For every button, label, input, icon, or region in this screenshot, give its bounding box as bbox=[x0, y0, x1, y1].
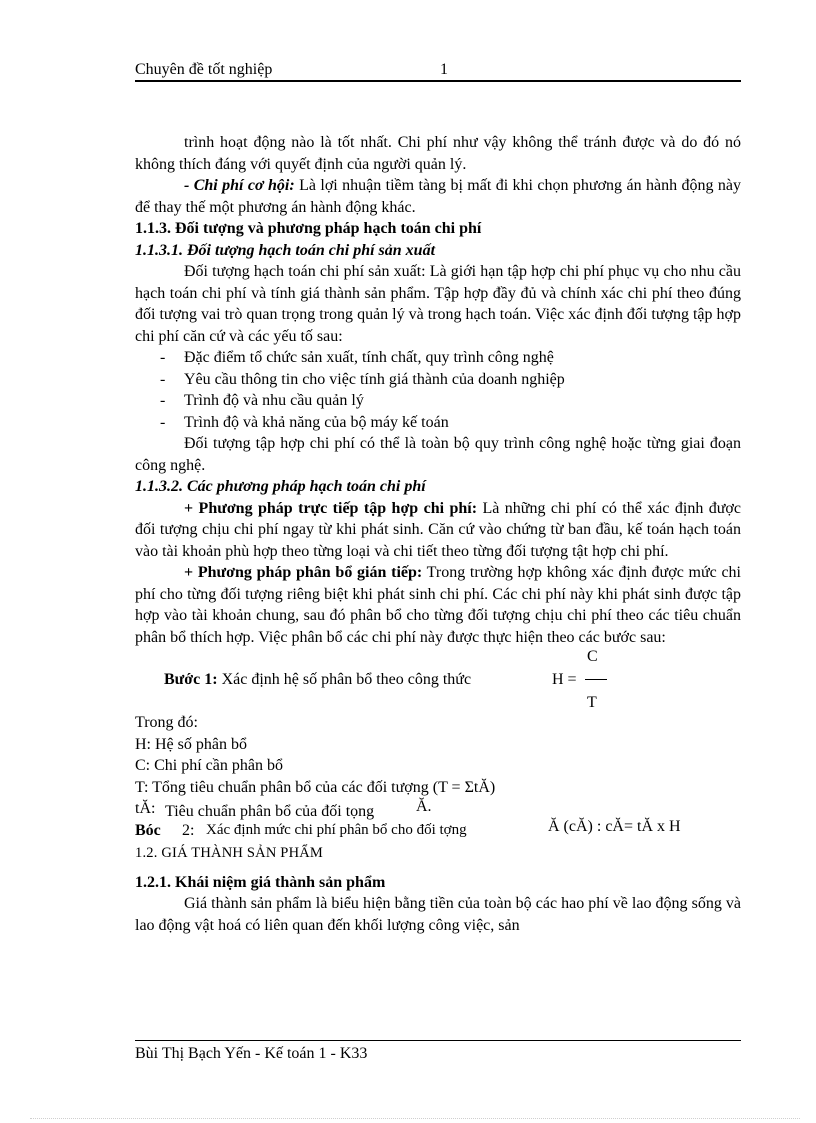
formula-lhs: H = bbox=[552, 671, 577, 688]
definition-ta-symbol: Ă. bbox=[416, 798, 432, 815]
paragraph-indirect-method bbox=[135, 562, 741, 648]
method-label: + Phương pháp phân bổ gián tiếp: bbox=[184, 564, 423, 581]
paragraph-opportunity-cost bbox=[135, 175, 741, 218]
step-1-row bbox=[135, 648, 741, 712]
paragraph: Giá thành sản phẩm là biểu hiện bằng tiền của toàn bộ các hao phí về lao động sống và lao động vật hoá có liên quan đến khối lượng công việc, sản bbox=[135, 895, 741, 934]
step-2-number: 2: bbox=[182, 822, 195, 839]
definition-ta-label: tĂ: bbox=[135, 800, 156, 817]
footer-author: Bùi Thị Bạch Yến - Kế toán 1 - K33 bbox=[135, 1045, 368, 1062]
step-2-text: Xác định mức chi phí phân bổ cho đối tợng bbox=[206, 822, 467, 838]
method-label: + Phương pháp trực tiếp tập hợp chi phí: bbox=[184, 499, 478, 517]
step-1-text bbox=[164, 669, 471, 691]
fraction-bar bbox=[585, 679, 607, 680]
document-body bbox=[135, 132, 741, 936]
definition-h: H: Hệ số phân bổ bbox=[135, 735, 247, 753]
term-text: Là lợi nhuận tiềm tàng bị mất đi khi chọn phương án hành động này để thay thế một phương án hành động khác. bbox=[135, 177, 741, 216]
definition-intro: Trong đó: bbox=[135, 714, 198, 731]
section-heading-1132: 1.1.3.2. Các phương pháp hạch toán chi phí bbox=[135, 478, 426, 495]
definition-c: C: Chi phí cần phân bổ bbox=[135, 757, 283, 774]
section-heading-113: 1.1.3. Đối tượng và phương pháp hạch toán chi phí bbox=[135, 220, 482, 237]
method-text: Trong trường hợp không xác định được mức chi phí cho từng đối tượng riêng biệt khi phát sinh chi phí. Các chi phí này khi phát sinh được tập hợp vào tài khoản chung, sau đó phân bổ cho từng đối tượng chịu chi phí theo các tiêu chuẩn phân bổ thích hợp. Việc phân bổ các chi phí này được thực hiện theo các bước sau: bbox=[135, 564, 742, 646]
definitions bbox=[135, 712, 741, 936]
definition-t: T: Tổng tiêu chuẩn phân bổ của các đối tượng (T = ΣtĂ) bbox=[135, 778, 496, 796]
step-2-label: Bóc bbox=[135, 822, 161, 839]
section-heading-12: 1.2. GIÁ THÀNH SẢN PHẨM bbox=[135, 845, 324, 861]
step-2-formula: Ă (cĂ) : cĂ= tĂ x H bbox=[548, 818, 681, 835]
list-item: - Yêu cầu thông tin cho việc tính giá thành của doanh nghiệp bbox=[135, 369, 741, 391]
paragraph: trình hoạt động nào là tốt nhất. Chi phí như vậy không thể tránh được và do đó nó không thích đáng với quyết định của người quản lý. bbox=[135, 134, 741, 173]
step-description: Xác định hệ số phân bổ theo công thức bbox=[217, 671, 472, 688]
list-item: - Đặc điểm tổ chức sản xuất, tính chất, quy trình công nghệ bbox=[135, 347, 741, 369]
step-2-row bbox=[135, 820, 741, 842]
bullet-list bbox=[135, 347, 741, 433]
method-text: Là những chi phí có thể xác định được đối tượng chịu chi phí ngay từ khi phát sinh. Căn cứ vào chứng từ ban đầu, kế toán hạch toán vào tài khoản phù hợp theo từng loại và chi tiết theo từng đối tượng tật hợp chi phí. bbox=[135, 499, 741, 560]
paragraph-direct-method bbox=[135, 498, 741, 563]
formula-numerator: C bbox=[587, 648, 598, 665]
definition-ta-text: Tiêu chuẩn phân bổ của đối tọng bbox=[165, 803, 375, 820]
paragraph: Đối tượng hạch toán chi phí sản xuất: Là giới hạn tập hợp chi phí phục vụ cho nhu cầu hạch toán chi phí và tính giá thành sản phẩm. Tập hợp đầy đủ và chính xác chi phí theo đúng đối tượng vai trò quan trọng trong quản lý và trong hạch toán. Việc xác định đối tượng tập hợp chi phí căn cứ và các yếu tố sau: bbox=[135, 263, 741, 345]
paragraph: Đối tượng tập hợp chi phí có thể là toàn bộ quy trình công nghệ hoặc từng giai đoạn công nghệ. bbox=[135, 435, 741, 474]
term-label: - Chi phí cơ hội: bbox=[184, 177, 295, 194]
formula-denominator: T bbox=[587, 694, 597, 711]
page-bottom-rule bbox=[30, 1118, 800, 1119]
list-item: - Trình độ và nhu cầu quản lý bbox=[135, 390, 741, 412]
page-header bbox=[135, 60, 741, 82]
header-title: Chuyên đề tốt nghiệp bbox=[135, 61, 273, 78]
section-heading-121: 1.2.1. Khái niệm giá thành sản phẩm bbox=[135, 873, 386, 891]
page-footer bbox=[135, 1040, 741, 1063]
section-heading-1131: 1.1.3.1. Đối tượng hạch toán chi phí sản xuất bbox=[135, 241, 436, 259]
list-item: - Trình độ và khả năng của bộ máy kế toán bbox=[135, 412, 741, 434]
formula-h bbox=[552, 648, 632, 712]
page-number: 1 bbox=[440, 61, 448, 78]
step-label: Bước 1: bbox=[164, 671, 218, 688]
